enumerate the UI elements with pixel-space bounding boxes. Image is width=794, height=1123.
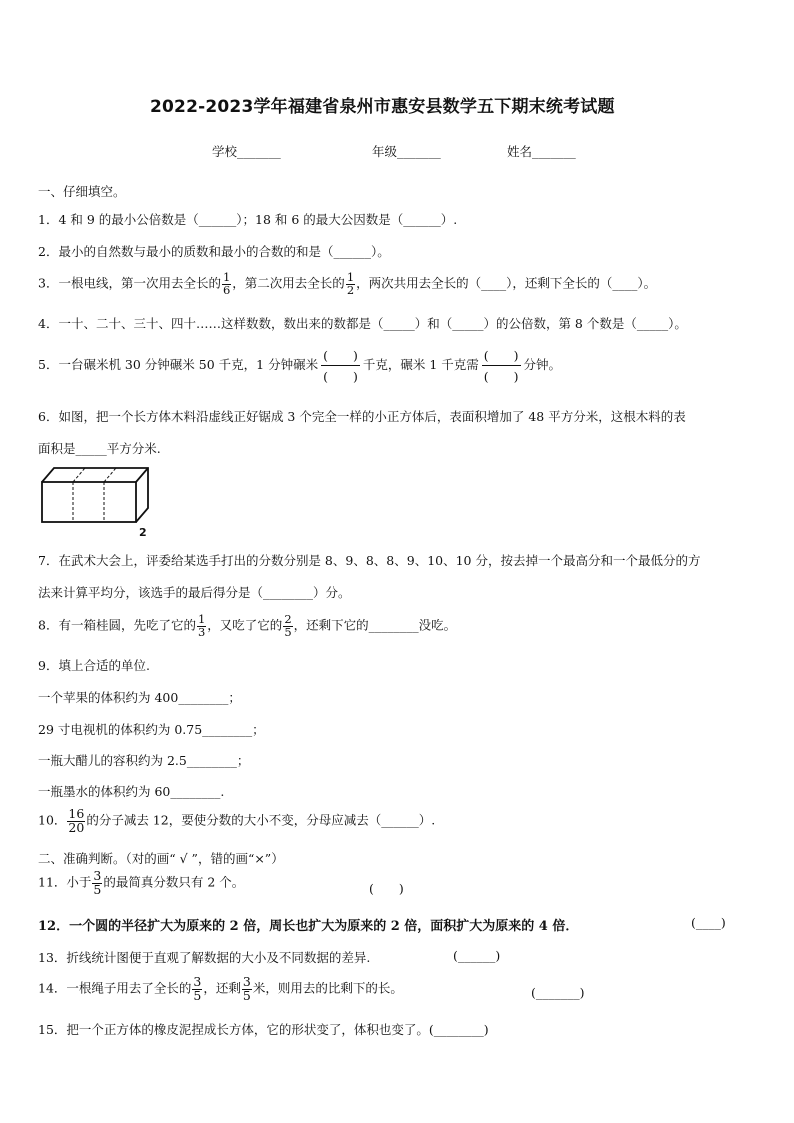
question-9-item: 29 寸电视机的体积约为 0.75________； [38,722,265,737]
answer-blank-13[interactable]: (______) [453,948,501,963]
question-7-line-2: 法来计算平均分，该选手的最后得分是（________）分。 [38,585,351,600]
question-13: 13．折线统计图便于直观了解数据的大小及不同数据的差异. [38,950,371,965]
q14-text-2: ，还剩 [203,980,241,996]
question-10 [38,808,435,834]
q8-text-3: ，还剩下它的________没吃。 [293,617,457,633]
cuboid-front-face [42,482,136,522]
q5-text-1: 5．一台碾米机 30 分钟碾米 50 千克，1 分钟碾米 [38,357,319,372]
question-8 [38,614,456,638]
q3-text-2: ，第二次用去全长的 [232,275,345,291]
answer-blank-12[interactable]: (____) [691,915,726,930]
fraction-one-sixth: $\frac{1}{6}$ [222,270,231,297]
section-heading-fill-blank: 一、仔细填空。 [38,184,126,199]
q11-text-2: 的最简真分数只有 2 个。 [103,874,245,890]
fraction-one-third: $\frac{1}{3}$ [197,612,206,639]
question-15: 15．把一个正方体的橡皮泥捏成长方体，它的形状变了，体积也变了。(________) [38,1022,489,1037]
fraction-three-fifths: $\frac{3}{5}$ [193,974,202,1003]
q3-text-1: 3．一根电线，第一次用去全长的 [38,275,221,291]
question-9-item: 一个苹果的体积约为 400________； [38,690,241,705]
question-14 [38,976,403,1002]
fraction-three-fifths: $\frac{3}{5}$ [93,868,102,897]
fraction-sixteen-twentieths: $\frac{16}{20}$ [68,806,85,835]
question-1: 1．4 和 9 的最小公倍数是（______）；18 和 6 的最大公因数是（______）. [38,212,458,227]
cuboid-top-side-edges [42,468,148,522]
question-9-head: 9．填上合适的单位. [38,658,150,673]
question-6-line-1: 6．如图，把一个长方体木料沿虚线正好锯成 3 个完全一样的小正方体后，表面积增加了 48 平方分米，这根木料的表 [38,409,686,424]
question-3 [38,272,656,296]
question-9-item: 一瓶墨水的体积约为 60________. [38,784,225,799]
blank-fraction-2[interactable]: $\frac{( )}{( )}$ [483,348,519,384]
q3-text-3: ，两次共用去全长的（____），还剩下全长的（____）。 [356,275,657,291]
question-5 [38,346,561,385]
fraction-one-half: $\frac{1}{2}$ [346,270,355,297]
q8-text-1: 8．有一箱桂圆，先吃了它的 [38,617,196,633]
q5-text-3: 分钟。 [523,357,562,372]
answer-blank-14[interactable]: (_______) [531,985,585,1000]
name-field[interactable]: 姓名_______ [507,144,576,159]
q8-text-2: ，又吃了它的 [207,617,283,633]
q11-text-1: 11．小于 [38,874,92,890]
answer-blank-11[interactable]: ( ) [369,881,404,896]
question-4: 4．一十、二十、三十、四十……这样数数，数出来的数都是（_____）和（_____）的公倍数，第 8 个数是（_____）。 [38,316,687,331]
cuboid-figure [38,462,158,540]
q5-text-2: 千克，碾米 1 千克需 [362,357,479,372]
fraction-three-fifths-meter: $\frac{3}{5}$ [242,974,251,1003]
q10-text-2: 的分子减去 12，要使分数的大小不变，分母应减去（______）. [86,812,436,828]
q14-text-1: 14．一根绳子用去了全长的 [38,980,192,996]
grade-field[interactable]: 年级_______ [372,144,441,159]
fraction-two-fifths: $\frac{2}{5}$ [284,612,292,639]
question-12: 12．一个圆的半径扩大为原来的 2 倍，周长也扩大为原来的 2 倍，面积扩大为原来的 4 倍． [38,919,579,934]
blank-fraction-1[interactable]: $\frac{( )}{( )}$ [323,348,358,384]
page-title: 2022-2023学年福建省泉州市惠安县数学五下期末统考试题 [150,97,615,117]
school-field[interactable]: 学校_______ [212,144,281,159]
cut-dashed-lines [73,468,116,522]
question-7-line-1: 7．在武术大会上，评委给某选手打出的分数分别是 8、9、8、8、9、10、10 分，按去掉一个最高分和一个最低分的方 [38,553,701,568]
question-11 [38,870,244,896]
question-2: 2．最小的自然数与最小的质数和最小的合数的和是（______）。 [38,244,390,259]
question-6-line-2: 面积是_____平方分米. [38,441,161,456]
q14-text-3: 米，则用去的比剩下的长。 [252,980,403,996]
question-9-item: 一瓶大醋儿的容积约为 2.5________； [38,753,250,768]
q10-text-1: 10． [38,812,67,828]
section-heading-true-false: 二、准确判断。（对的画“ √ ”，错的画“×”） [38,851,284,866]
figure-dimension-label: 2 [139,526,147,539]
